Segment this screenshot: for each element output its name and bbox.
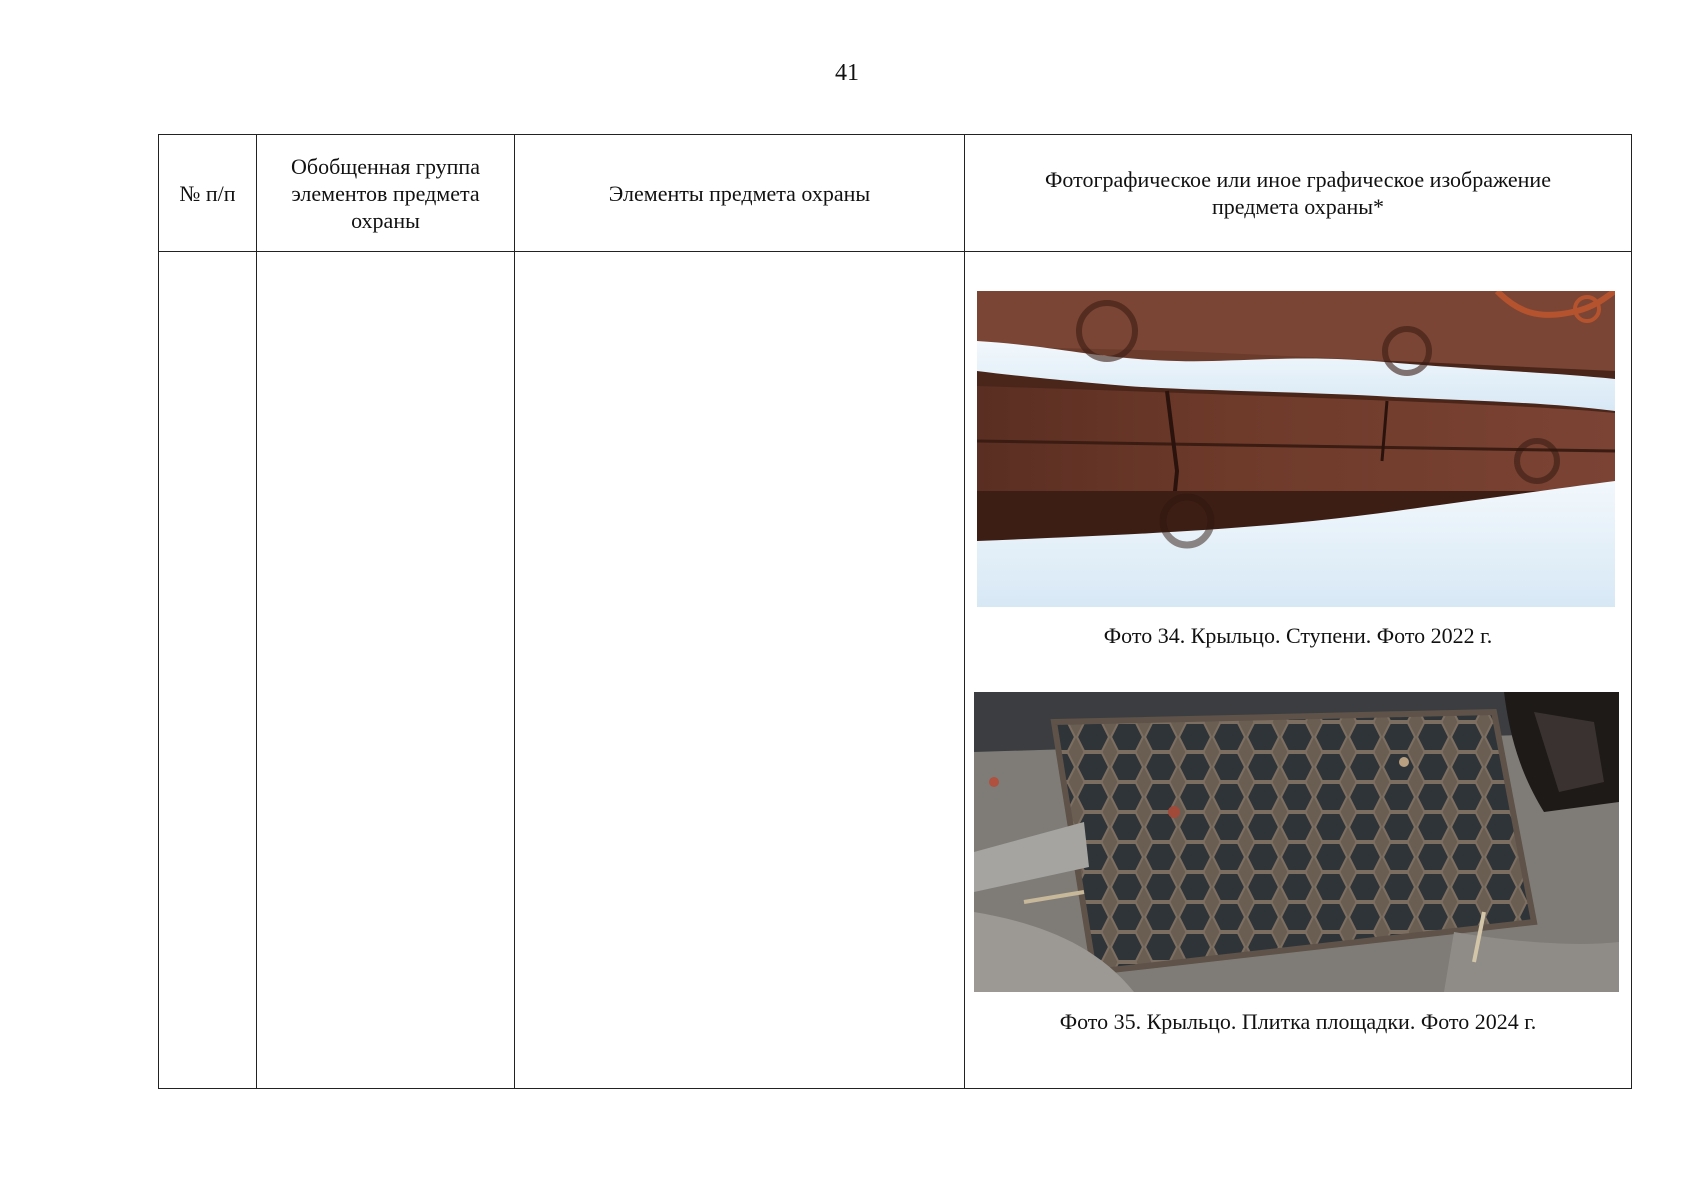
photo-steps-caption: Фото 34. Крыльцо. Ступени. Фото 2022 г.: [1103, 623, 1493, 648]
cell-elements: [515, 252, 965, 1089]
table-header-row: [159, 135, 1632, 252]
header-image: Фотографическое или иное графическое изображение предмета охраны*: [965, 135, 1632, 252]
photo-tiles-image: [974, 692, 1619, 992]
photo-tiles-caption: Фото 35. Крыльцо. Плитка площадки. Фото 2024 г.: [1059, 1009, 1537, 1034]
header-elements: Элементы предмета охраны: [515, 135, 965, 252]
header-group: Обобщенная группа элементов предмета охраны: [257, 135, 515, 252]
photo-tiles: [974, 692, 1619, 992]
photo-steps: [977, 291, 1615, 607]
protection-table: [158, 134, 1632, 1089]
cell-group: [257, 252, 515, 1089]
page-number: 41: [835, 60, 859, 86]
table-row: [159, 252, 1632, 1089]
cell-number: [159, 252, 257, 1089]
photo-steps-image: [977, 291, 1615, 607]
header-number: № п/п: [159, 135, 257, 252]
cell-photos: [965, 252, 1632, 1089]
